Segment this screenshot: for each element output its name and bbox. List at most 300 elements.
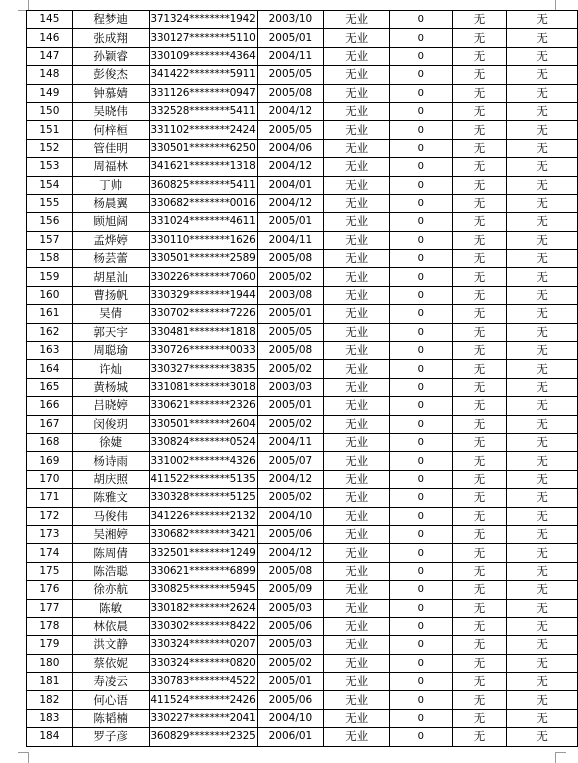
cell-number: 145 [27,11,73,29]
cell-flag-b: 无 [507,709,578,727]
cell-id-number: 330783********4522 [149,673,257,691]
cell-name: 张成翔 [72,29,149,47]
cell-status: 无业 [324,250,390,268]
cell-number: 154 [27,176,73,194]
cell-date: 2005/07 [257,452,324,470]
cell-date: 2004/10 [257,709,324,727]
cell-number: 179 [27,636,73,654]
cell-flag-a: 无 [452,673,507,691]
cell-id-number: 330109********4364 [149,47,257,65]
cell-flag-a: 无 [452,378,507,396]
cell-flag-a: 无 [452,525,507,543]
cell-status: 无业 [324,728,390,746]
cell-number: 148 [27,66,73,84]
cell-count: 0 [390,415,453,433]
cell-flag-a: 无 [452,562,507,580]
cell-count: 0 [390,194,453,212]
cell-status: 无业 [324,158,390,176]
cell-date: 2005/08 [257,342,324,360]
cell-id-number: 330329********1944 [149,286,257,304]
cell-status: 无业 [324,47,390,65]
cell-number: 181 [27,673,73,691]
cell-date: 2005/06 [257,691,324,709]
cell-status: 无业 [324,433,390,451]
cell-flag-b: 无 [507,654,578,672]
table-row [27,433,578,451]
cell-flag-b: 无 [507,121,578,139]
cell-name: 罗子彦 [72,728,149,746]
cell-name: 洪文静 [72,636,149,654]
cell-count: 0 [390,581,453,599]
cell-name: 林依晨 [72,617,149,635]
table-row [27,636,578,654]
cell-name: 孙颖睿 [72,47,149,65]
cell-name: 陈浩聪 [72,562,149,580]
cell-status: 无业 [324,581,390,599]
cell-date: 2004/01 [257,176,324,194]
cell-date: 2005/01 [257,29,324,47]
cell-count: 0 [390,599,453,617]
table-row [27,102,578,120]
cell-date: 2005/05 [257,121,324,139]
table-row [27,489,578,507]
cell-status: 无业 [324,636,390,654]
cell-flag-b: 无 [507,66,578,84]
cell-count: 0 [390,176,453,194]
table-row [27,158,578,176]
cell-number: 152 [27,139,73,157]
cell-name: 陈周倩 [72,544,149,562]
cell-status: 无业 [324,562,390,580]
cell-count: 0 [390,102,453,120]
cell-id-number: 330621********2326 [149,397,257,415]
cell-count: 0 [390,525,453,543]
cell-number: 167 [27,415,73,433]
cell-date: 2004/12 [257,544,324,562]
table-row [27,525,578,543]
cell-number: 169 [27,452,73,470]
cell-count: 0 [390,286,453,304]
cell-name: 胡庆照 [72,470,149,488]
cell-flag-b: 无 [507,507,578,525]
cell-count: 0 [390,452,453,470]
cell-count: 0 [390,11,453,29]
table-row [27,728,578,746]
cell-name: 何心语 [72,691,149,709]
cell-name: 蔡依妮 [72,654,149,672]
cell-count: 0 [390,47,453,65]
cell-date: 2003/08 [257,286,324,304]
cell-flag-b: 无 [507,268,578,286]
cell-name: 许灿 [72,360,149,378]
table-row [27,452,578,470]
table-row [27,709,578,727]
cell-number: 158 [27,250,73,268]
cell-name: 何梓桓 [72,121,149,139]
cell-flag-b: 无 [507,102,578,120]
cell-name: 黄杨城 [72,378,149,396]
cell-count: 0 [390,158,453,176]
cell-date: 2004/11 [257,231,324,249]
cell-count: 0 [390,673,453,691]
cell-id-number: 331081********3018 [149,378,257,396]
cell-flag-a: 无 [452,213,507,231]
cell-number: 166 [27,397,73,415]
cell-status: 无业 [324,397,390,415]
cell-flag-b: 无 [507,360,578,378]
cell-id-number: 331002********4326 [149,452,257,470]
table-row [27,617,578,635]
cell-name: 胡星汕 [72,268,149,286]
cell-status: 无业 [324,305,390,323]
cell-id-number: 330324********0820 [149,654,257,672]
cell-id-number: 330324********0207 [149,636,257,654]
cell-number: 170 [27,470,73,488]
cell-number: 175 [27,562,73,580]
cell-flag-a: 无 [452,29,507,47]
cell-flag-b: 无 [507,286,578,304]
cell-count: 0 [390,84,453,102]
cell-name: 丁帅 [72,176,149,194]
cell-status: 无业 [324,121,390,139]
cell-name: 吕晓婷 [72,397,149,415]
cell-id-number: 330501********6250 [149,139,257,157]
cell-flag-b: 无 [507,581,578,599]
table-row [27,84,578,102]
cell-date: 2004/11 [257,47,324,65]
cell-flag-a: 无 [452,433,507,451]
cell-name: 徐婕 [72,433,149,451]
cell-name: 吴倩 [72,305,149,323]
cell-name: 周福林 [72,158,149,176]
cell-status: 无业 [324,673,390,691]
cell-flag-a: 无 [452,709,507,727]
cell-flag-b: 无 [507,47,578,65]
cell-number: 168 [27,433,73,451]
table-row [27,415,578,433]
cell-flag-b: 无 [507,562,578,580]
cell-flag-b: 无 [507,489,578,507]
table-row [27,360,578,378]
cell-flag-b: 无 [507,194,578,212]
cell-id-number: 341422********5911 [149,66,257,84]
cell-date: 2005/06 [257,525,324,543]
cell-flag-b: 无 [507,158,578,176]
table-row [27,562,578,580]
table-row [27,268,578,286]
cell-flag-a: 无 [452,139,507,157]
cell-status: 无业 [324,194,390,212]
table-row [27,544,578,562]
cell-name: 管佳明 [72,139,149,157]
cell-status: 无业 [324,415,390,433]
cell-flag-b: 无 [507,525,578,543]
cell-date: 2006/01 [257,728,324,746]
cell-id-number: 331126********0947 [149,84,257,102]
cell-flag-a: 无 [452,176,507,194]
cell-status: 无业 [324,29,390,47]
cell-date: 2005/08 [257,84,324,102]
table-row [27,11,578,29]
cell-flag-b: 无 [507,728,578,746]
cell-flag-b: 无 [507,691,578,709]
cell-flag-a: 无 [452,728,507,746]
cell-date: 2005/01 [257,673,324,691]
cell-number: 160 [27,286,73,304]
cell-id-number: 330682********3421 [149,525,257,543]
cell-status: 无业 [324,102,390,120]
cell-flag-b: 无 [507,323,578,341]
cell-number: 184 [27,728,73,746]
table-row [27,121,578,139]
cell-flag-a: 无 [452,84,507,102]
cell-name: 郭天宇 [72,323,149,341]
cell-id-number: 330227********2041 [149,709,257,727]
table-row [27,47,578,65]
cell-id-number: 330501********2604 [149,415,257,433]
cell-number: 174 [27,544,73,562]
cell-id-number: 330302********8422 [149,617,257,635]
cell-id-number: 371324********1942 [149,11,257,29]
cell-number: 151 [27,121,73,139]
cell-number: 178 [27,617,73,635]
cell-number: 164 [27,360,73,378]
cell-number: 157 [27,231,73,249]
cell-count: 0 [390,342,453,360]
cell-name: 吴晓伟 [72,102,149,120]
table-row [27,139,578,157]
cell-flag-a: 无 [452,470,507,488]
cell-number: 165 [27,378,73,396]
cell-name: 闵俊玥 [72,415,149,433]
cell-flag-a: 无 [452,654,507,672]
cell-count: 0 [390,139,453,157]
cell-status: 无业 [324,231,390,249]
cell-flag-b: 无 [507,599,578,617]
cell-status: 无业 [324,525,390,543]
cell-number: 171 [27,489,73,507]
cell-count: 0 [390,29,453,47]
cell-count: 0 [390,305,453,323]
cell-name: 陈韬楠 [72,709,149,727]
cell-name: 杨诗雨 [72,452,149,470]
cell-count: 0 [390,213,453,231]
cell-name: 陈雅文 [72,489,149,507]
table-row [27,29,578,47]
cell-status: 无业 [324,66,390,84]
cell-flag-b: 无 [507,378,578,396]
cell-name: 杨晨翼 [72,194,149,212]
cell-status: 无业 [324,139,390,157]
cell-number: 147 [27,47,73,65]
cell-flag-a: 无 [452,415,507,433]
cell-flag-a: 无 [452,599,507,617]
cell-count: 0 [390,617,453,635]
table-row [27,599,578,617]
cell-flag-a: 无 [452,636,507,654]
cell-status: 无业 [324,507,390,525]
cell-id-number: 332528********5411 [149,102,257,120]
table-row [27,673,578,691]
cell-flag-b: 无 [507,544,578,562]
cell-flag-b: 无 [507,29,578,47]
cell-number: 163 [27,342,73,360]
page-corner-mark-bottom-left [18,752,29,763]
cell-id-number: 330682********0016 [149,194,257,212]
cell-flag-b: 无 [507,231,578,249]
cell-id-number: 330182********2624 [149,599,257,617]
cell-status: 无业 [324,176,390,194]
cell-id-number: 360829********2325 [149,728,257,746]
cell-status: 无业 [324,268,390,286]
cell-id-number: 341226********2132 [149,507,257,525]
table-row [27,691,578,709]
cell-count: 0 [390,66,453,84]
cell-count: 0 [390,231,453,249]
cell-count: 0 [390,433,453,451]
cell-status: 无业 [324,617,390,635]
cell-date: 2005/01 [257,305,324,323]
table-row [27,213,578,231]
cell-id-number: 331102********2424 [149,121,257,139]
cell-count: 0 [390,268,453,286]
cell-flag-a: 无 [452,11,507,29]
cell-flag-a: 无 [452,250,507,268]
cell-id-number: 330127********5110 [149,29,257,47]
cell-id-number: 411522********5135 [149,470,257,488]
cell-count: 0 [390,323,453,341]
cell-flag-a: 无 [452,286,507,304]
cell-status: 无业 [324,470,390,488]
cell-status: 无业 [324,342,390,360]
cell-id-number: 330825********5945 [149,581,257,599]
cell-date: 2005/05 [257,323,324,341]
cell-number: 149 [27,84,73,102]
cell-count: 0 [390,544,453,562]
cell-flag-a: 无 [452,617,507,635]
cell-flag-a: 无 [452,121,507,139]
table-row [27,286,578,304]
cell-date: 2005/01 [257,213,324,231]
cell-flag-b: 无 [507,636,578,654]
cell-name: 程梦迪 [72,11,149,29]
table-row [27,654,578,672]
cell-date: 2005/03 [257,599,324,617]
cell-id-number: 330621********6899 [149,562,257,580]
cell-date: 2004/11 [257,433,324,451]
cell-name: 陈敏 [72,599,149,617]
cell-status: 无业 [324,691,390,709]
cell-date: 2005/05 [257,66,324,84]
cell-id-number: 330226********7060 [149,268,257,286]
cell-flag-a: 无 [452,397,507,415]
record-table [26,10,578,747]
cell-flag-b: 无 [507,11,578,29]
cell-name: 孟烨婷 [72,231,149,249]
cell-name: 周聪瑜 [72,342,149,360]
cell-date: 2004/12 [257,194,324,212]
page-corner-mark-bottom-right [555,752,566,763]
cell-date: 2005/02 [257,360,324,378]
cell-flag-b: 无 [507,84,578,102]
table-row [27,231,578,249]
table-row [27,194,578,212]
cell-date: 2005/06 [257,617,324,635]
cell-date: 2005/02 [257,268,324,286]
cell-number: 183 [27,709,73,727]
cell-count: 0 [390,654,453,672]
cell-status: 无业 [324,452,390,470]
cell-status: 无业 [324,84,390,102]
cell-flag-b: 无 [507,433,578,451]
cell-id-number: 330726********0033 [149,342,257,360]
cell-count: 0 [390,470,453,488]
cell-id-number: 411524********2426 [149,691,257,709]
cell-count: 0 [390,489,453,507]
table-row [27,378,578,396]
table-row [27,66,578,84]
cell-id-number: 360825********5411 [149,176,257,194]
cell-date: 2004/10 [257,507,324,525]
cell-number: 161 [27,305,73,323]
cell-flag-b: 无 [507,139,578,157]
cell-status: 无业 [324,489,390,507]
cell-id-number: 330110********1626 [149,231,257,249]
cell-number: 180 [27,654,73,672]
cell-flag-a: 无 [452,452,507,470]
cell-flag-b: 无 [507,305,578,323]
cell-flag-b: 无 [507,617,578,635]
cell-flag-a: 无 [452,305,507,323]
cell-date: 2005/08 [257,250,324,268]
table-row [27,397,578,415]
cell-flag-a: 无 [452,360,507,378]
cell-name: 杨芸蕾 [72,250,149,268]
cell-id-number: 341621********1318 [149,158,257,176]
cell-name: 马俊伟 [72,507,149,525]
cell-number: 162 [27,323,73,341]
cell-flag-b: 无 [507,176,578,194]
cell-date: 2004/12 [257,158,324,176]
cell-name: 顾旭阔 [72,213,149,231]
cell-flag-a: 无 [452,231,507,249]
cell-flag-a: 无 [452,194,507,212]
cell-count: 0 [390,562,453,580]
cell-flag-a: 无 [452,581,507,599]
cell-number: 177 [27,599,73,617]
cell-number: 176 [27,581,73,599]
table-row [27,470,578,488]
cell-flag-a: 无 [452,47,507,65]
cell-count: 0 [390,709,453,727]
cell-date: 2005/02 [257,654,324,672]
table-row [27,342,578,360]
cell-status: 无业 [324,709,390,727]
cell-count: 0 [390,728,453,746]
table-row [27,305,578,323]
cell-status: 无业 [324,599,390,617]
cell-flag-b: 无 [507,250,578,268]
cell-flag-a: 无 [452,544,507,562]
cell-name: 彭俊杰 [72,66,149,84]
cell-flag-b: 无 [507,342,578,360]
cell-name: 寿凌云 [72,673,149,691]
cell-status: 无业 [324,378,390,396]
cell-id-number: 330481********1818 [149,323,257,341]
cell-number: 172 [27,507,73,525]
cell-number: 182 [27,691,73,709]
cell-flag-a: 无 [452,342,507,360]
